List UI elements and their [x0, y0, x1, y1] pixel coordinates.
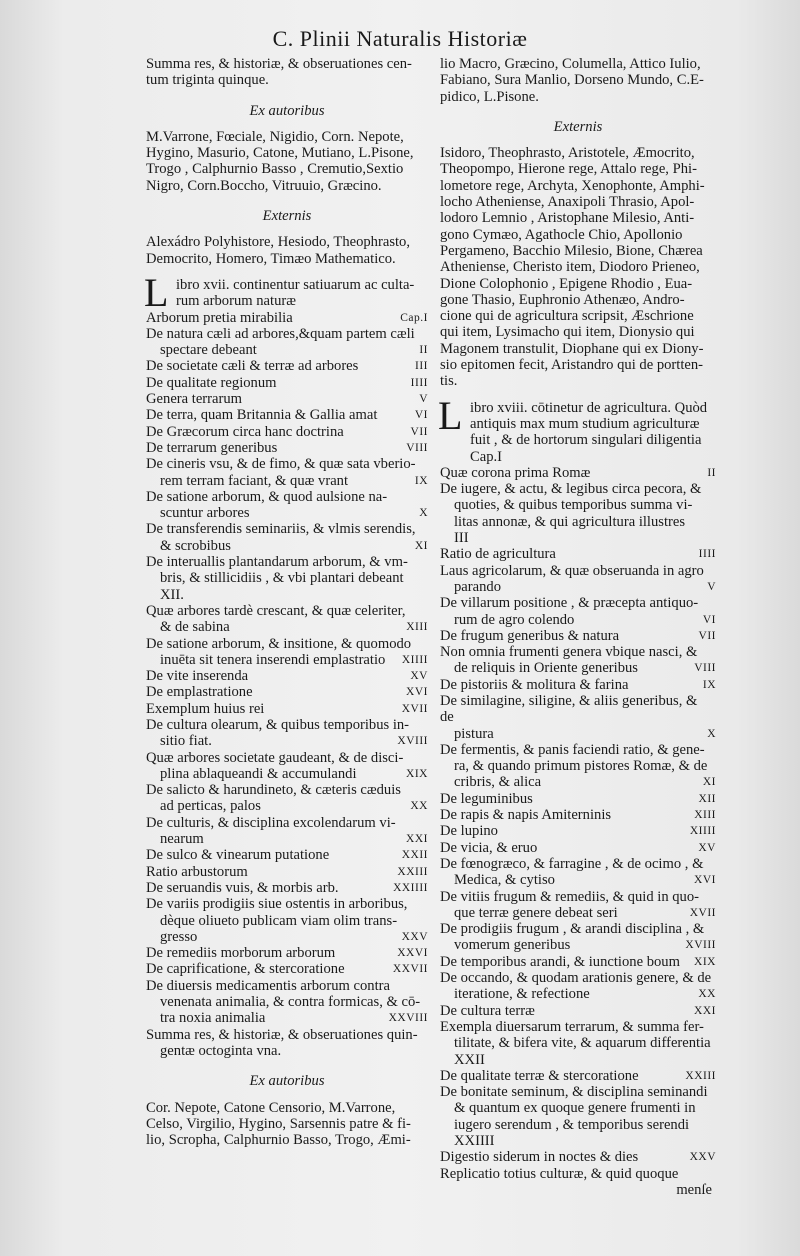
chapter-entry [440, 791, 716, 807]
chapter-title: litas annonæ, & qui agricultura illustres [454, 513, 686, 530]
chapter-entry [440, 937, 716, 953]
section-heading-externis: Externis [262, 208, 312, 225]
chapter-entry [146, 766, 428, 782]
chapter-entry [146, 391, 428, 407]
text-line: tis. [440, 373, 458, 390]
chapter-title: De bonitate seminum, & disciplina seminandi [440, 1084, 708, 1101]
chapter-number: XVI [406, 686, 428, 699]
chapter-title: De terrarum generibus [146, 439, 278, 456]
chapter-entry [440, 1084, 716, 1100]
chapter-title: De vicia, & eruo [440, 839, 538, 856]
chapter-entry [440, 1068, 716, 1084]
chapter-title: & scrobibus [160, 537, 231, 554]
text-line: Trogo , Calphurnio Basso , Cremutio,Sextio [146, 161, 404, 178]
chapter-entry [440, 840, 716, 856]
chapter-number: VIII [694, 662, 716, 675]
chapter-entry [146, 636, 428, 652]
chapter-entry [146, 440, 428, 456]
chapter-title: rum de agro colendo [454, 611, 575, 628]
chapter-title: De fermentis, & panis faciendi ratio, & gene- [440, 741, 705, 758]
chapter-title: vomerum generibus [454, 937, 571, 954]
chapter-entry [440, 1035, 716, 1051]
chapter-title: De Græcorum circa hanc doctrina [146, 423, 344, 440]
chapter-entry [146, 929, 428, 945]
chapter-entry [146, 701, 428, 717]
chapter-number: IIII [410, 376, 428, 389]
chapter-number: XIX [406, 767, 428, 780]
chapter-entry [146, 375, 428, 391]
chapter-entry [440, 628, 716, 644]
chapter-entry [440, 1003, 716, 1019]
chapter-entry [440, 807, 716, 823]
chapter-title: III [454, 530, 469, 547]
chapter-entry [146, 880, 428, 896]
chapter-title: Ratio de agricultura [440, 546, 556, 563]
chapter-title: gentæ octoginta vna. [160, 1042, 282, 1059]
chapter-number: III [415, 360, 428, 373]
chapter-entry [146, 782, 428, 798]
chapter-entry [440, 872, 716, 888]
page-header: C. Plinii Naturalis Historiæ [272, 26, 528, 51]
chapter-entry [440, 905, 716, 921]
chapter-number: VII [410, 425, 428, 438]
chapter-title: dèque oliueto publicam viam olim trans- [160, 912, 398, 929]
chapter-title: iteratione, & refectione [454, 986, 590, 1003]
chapter-entry [440, 481, 716, 497]
authors-list-2 [146, 1100, 428, 1149]
chapter-entry [440, 856, 716, 872]
chapter-entry [146, 603, 428, 619]
text-line: lodoro Lemnio , Aristophane Milesio, Anti- [440, 210, 695, 227]
chapter-number: XI [414, 539, 428, 552]
chapter-entry [146, 358, 428, 374]
chapter-entry [440, 465, 716, 481]
chapter-title: De rapis & napis Amiterninis [440, 807, 612, 824]
text-line: gone Thasio, Euphronio Athenæo, Andro- [440, 291, 685, 308]
chapter-list-right [440, 465, 716, 1198]
chapter-entry [440, 546, 716, 562]
chapter-entry [146, 750, 428, 766]
chapter-entry [146, 717, 428, 733]
chapter-entry [146, 684, 428, 700]
chapter-title: De qualitate regionum [146, 374, 277, 391]
chapter-entry [440, 823, 716, 839]
chapter-entry [440, 595, 716, 611]
chapter-title: De culturis, & disciplina excolendarum vi- [146, 814, 396, 831]
text-line: ibro xvii. continentur satiuarum ac culta- [176, 276, 415, 293]
chapter-entry [146, 456, 428, 472]
text-line: tum triginta quinque. [146, 72, 269, 89]
chapter-title: cribris, & alica [454, 774, 542, 791]
text-line: qui item, Lysimacho qui item, Dionysio qui [440, 324, 695, 341]
chapter-number: Cap.I [400, 311, 428, 324]
chapter-entry [146, 1010, 428, 1026]
chapter-number: XVI [694, 874, 716, 887]
chapter-title: De seruandis vuis, & morbis arb. [146, 879, 339, 896]
chapter-title: De cineris vsu, & de fimo, & quæ sata vberio- [146, 456, 416, 473]
chapter-title: De emplastratione [146, 684, 253, 701]
chapter-entry [146, 815, 428, 831]
chapter-title: menſe [676, 1181, 712, 1198]
chapter-title: De temporibus arandi, & iunctione boum [440, 953, 680, 970]
chapter-number: XII [698, 792, 716, 805]
chapter-entry [146, 570, 428, 586]
chapter-number: VIII [406, 441, 428, 454]
chapter-number: XXVIII [388, 1012, 428, 1025]
section-heading-ex-autoribus-2: Ex autoribus [249, 1073, 325, 1090]
chapter-title: De salicto & harundineto, & cæteris cæduis [146, 782, 401, 799]
chapter-number: XXV [401, 930, 428, 943]
chapter-entry [440, 921, 716, 937]
chapter-title: XXIIII [454, 1133, 495, 1149]
chapter-title: De terra, quam Britannia & Gallia amat [146, 407, 378, 424]
chapter-number: XIX [694, 955, 716, 968]
chapter-entry [146, 798, 428, 814]
chapter-title: De transferendis seminariis, & vlmis serendis, [146, 521, 416, 538]
chapter-title: Laus agricolarum, & quæ obseruanda in agro [440, 562, 704, 579]
chapter-entry [146, 978, 428, 994]
chapter-title: Digestio siderum in noctes & dies [440, 1149, 639, 1166]
chapter-title: De vitiis frugum & remediis, & quid in quo- [440, 888, 700, 905]
chapter-title: Quæ arbores tardè crescant, & quæ celeriter, [146, 602, 406, 619]
chapter-number: IX [702, 678, 716, 691]
chapter-title: ra, & quando primum pistores Romæ, & de [454, 758, 708, 775]
chapter-title: De occando, & quodam arationis genere, & de [440, 970, 712, 987]
chapter-title: De villarum positione , & præcepta antiquo- [440, 595, 699, 612]
chapter-entry [440, 758, 716, 774]
chapter-title: pistura [454, 725, 494, 742]
chapter-number: VI [702, 613, 716, 626]
authors-list [146, 129, 428, 194]
chapter-number: X [707, 727, 716, 740]
chapter-title: bris, & stillicidiis , & vbi plantari debeant [160, 570, 404, 587]
chapter-title: De cultura terræ [440, 1002, 535, 1019]
chapter-entry [440, 644, 716, 660]
right-column [440, 56, 716, 1198]
chapter-title: Replicatio totius culturæ, & quid quoque [440, 1165, 679, 1182]
chapter-entry [440, 1100, 716, 1116]
chapter-entry [146, 489, 428, 505]
text-line: Nigro, Corn.Boccho, Vitruuio, Græcino. [146, 177, 382, 194]
chapter-entry [440, 774, 716, 790]
chapter-number: V [707, 580, 716, 593]
chapter-entry [146, 652, 428, 668]
chapter-entry [440, 1052, 716, 1068]
chapter-title: De similagine, siligine, & aliis generibus, & de [440, 692, 698, 726]
chapter-entry [440, 579, 716, 595]
chapter-entry [146, 668, 428, 684]
drop-cap: L [144, 269, 169, 315]
chapter-entry [146, 831, 428, 847]
chapter-title: XII. [160, 586, 184, 603]
section-heading-externis-right: Externis [553, 118, 603, 135]
text-line: rum arborum naturæ [176, 293, 296, 310]
chapter-title: parando [454, 578, 502, 595]
chapter-title: De fœnogræco, & farragine , & de ocimo , & [440, 855, 704, 872]
chapter-entry [146, 619, 428, 635]
chapter-entry [146, 473, 428, 489]
chapter-entry [146, 961, 428, 977]
chapter-entry [146, 1043, 428, 1059]
chapter-entry [440, 1149, 716, 1165]
text-line: pidico, L.Pisone. [440, 88, 539, 105]
chapter-entry [146, 521, 428, 537]
chapter-entry [146, 994, 428, 1010]
chapter-entry [146, 913, 428, 929]
chapter-title: De qualitate terræ & stercoratione [440, 1067, 639, 1084]
chapter-number: IIII [698, 548, 716, 561]
text-line: Summa res, & historiæ, & obseruationes cen- [146, 56, 412, 72]
text-line: sio epitomen fecit, Aristandro qui de portten- [440, 357, 704, 374]
chapter-entry [440, 612, 716, 628]
chapter-number: XXVII [392, 963, 428, 976]
chapter-entry [146, 407, 428, 423]
chapter-title: De sulco & vinearum putatione [146, 847, 330, 864]
text-line: Alexádro Polyhistore, Hesiodo, Theophrasto, [146, 234, 410, 251]
chapter-title: De satione arborum, & insitione, & quomodo [146, 635, 412, 652]
intro-paragraph [146, 56, 428, 89]
text-line: antiquis max mum studium agriculturæ [470, 415, 700, 432]
chapter-title: quoties, & quibus temporibus summa vi- [454, 497, 693, 514]
chapter-title: De caprificatione, & stercoratione [146, 961, 345, 978]
chapter-title: De variis prodigiis siue ostentis in arboribus, [146, 896, 408, 913]
chapter-title: De lupino [440, 823, 498, 840]
chapter-title: tra noxia animalia [160, 1010, 266, 1027]
chapter-number: XV [410, 670, 428, 683]
external-authors-list-right [440, 145, 716, 389]
text-line: Cap.I [470, 448, 503, 465]
chapter-entry [146, 733, 428, 749]
chapter-number: II [707, 466, 716, 479]
chapter-list [146, 310, 428, 1060]
book-xvii-intro [144, 269, 428, 315]
chapter-title: De cultura olearum, & quibus temporibus in- [146, 716, 410, 733]
text-line: lometore rege, Archyta, Xenophonte, Amphi- [440, 177, 705, 194]
left-column [146, 56, 428, 1148]
chapter-number: XVIII [397, 735, 428, 748]
authors-continued [440, 56, 716, 105]
chapter-number: XXIII [397, 865, 428, 878]
external-authors-list [146, 234, 428, 267]
chapter-number: XXVI [397, 947, 428, 960]
chapter-title: nearum [160, 831, 204, 848]
chapter-title: XXII [454, 1051, 485, 1068]
section-heading-ex-autoribus: Ex autoribus [249, 102, 325, 119]
text-line: fuit , & de hortorum singulari diligentia [470, 432, 702, 449]
text-line: Dione Colophonio , Epigene Rhodio , Eua- [440, 275, 693, 292]
chapter-number: XVII [689, 906, 716, 919]
chapter-title: gresso [160, 928, 198, 945]
chapter-title: De iugere, & actu, & legibus circa pecora, & [440, 481, 702, 498]
chapter-number: XIIII [689, 825, 716, 838]
chapter-title: De pistoriis & molitura & farina [440, 676, 629, 693]
chapter-title: De frugum generibus & natura [440, 627, 620, 644]
chapter-entry [146, 505, 428, 521]
chapter-entry [146, 554, 428, 570]
chapter-title: Summa res, & historiæ, & obseruationes quin- [146, 1026, 418, 1043]
chapter-entry [440, 726, 716, 742]
chapter-title: que terræ genere debeat seri [454, 904, 618, 921]
text-line: Pergameno, Bacchio Milesio, Bione, Chærea [440, 242, 703, 259]
chapter-number: VI [414, 409, 428, 422]
text-line: Democrito, Homero, Timæo Mathematico. [146, 250, 396, 267]
chapter-title: De diuersis medicamentis arborum contra [146, 977, 390, 994]
text-line: Hygino, Masurio, Catone, Mutiano, L.Pisone, [146, 145, 414, 162]
chapter-entry [440, 986, 716, 1002]
chapter-number: II [419, 344, 428, 357]
chapter-number: XI [702, 776, 716, 789]
text-line: M.Varrone, Fœciale, Nigidio, Corn. Nepote, [146, 128, 404, 145]
chapter-number: XXIIII [393, 881, 428, 894]
chapter-title: De prodigiis frugum , & arandi disciplina , & [440, 921, 705, 938]
chapter-title: iugero serendum , & temporibus serendi [454, 1116, 690, 1133]
chapter-number: XV [698, 841, 716, 854]
drop-cap: L [438, 392, 463, 438]
text-line: cione qui de agricultura scripsit, Æschrione [440, 308, 694, 325]
chapter-entry [146, 342, 428, 358]
text-line: lio, Scropha, Calphurnio Basso, Trogo, Æmi- [146, 1132, 411, 1149]
chapter-title: De vite inserenda [146, 668, 249, 685]
chapter-title: Genera terrarum [146, 391, 243, 408]
chapter-entry [440, 889, 716, 905]
chapter-entry [440, 514, 716, 530]
chapter-entry [146, 326, 428, 342]
book-xviii-intro [438, 392, 716, 465]
chapter-title: spectare debeant [160, 342, 257, 359]
text-line: locho Atheniense, Anaxipoli Thrasio, Apol- [440, 194, 695, 211]
text-line: Fabiano, Sura Manlio, Dorseno Mundo, C.E- [440, 72, 704, 89]
chapter-entry [146, 538, 428, 554]
chapter-title: De remediis morborum arborum [146, 945, 336, 962]
chapter-entry [440, 1117, 716, 1133]
chapter-title: Quæ arbores societate gaudeant, & de disci- [146, 749, 404, 766]
chapter-entry [146, 864, 428, 880]
chapter-entry [146, 310, 428, 326]
chapter-title: tilitate, & bifera vite, & aquarum differentia [454, 1035, 711, 1052]
chapter-number: VII [698, 629, 716, 642]
chapter-title: rem terram faciant, & quæ vrant [160, 472, 349, 489]
text-line: gono Cymæo, Agathocle Chio, Apollonio [440, 226, 683, 243]
text-line: Celso, Virgilio, Hygino, Sarsennis patre & fi- [146, 1115, 411, 1132]
chapter-entry [146, 424, 428, 440]
chapter-entry [440, 1166, 716, 1182]
chapter-entry [440, 660, 716, 676]
text-line: Magonem transtulit, Diophane qui ex Diony- [440, 340, 704, 357]
chapter-number: XIIII [401, 653, 428, 666]
chapter-number: IX [414, 474, 428, 487]
chapter-number: XIII [694, 809, 716, 822]
chapter-title: Arborum pretia mirabilia [146, 309, 293, 326]
text-line: Theopompo, Hierone rege, Attalo rege, Phi- [440, 161, 697, 178]
chapter-entry [146, 587, 428, 603]
chapter-number: XXI [694, 1004, 716, 1017]
chapter-entry [440, 677, 716, 693]
text-line: Cor. Nepote, Catone Censorio, M.Varrone, [146, 1099, 396, 1116]
chapter-title: sitio fiat. [160, 733, 212, 750]
chapter-title: Quæ corona prima Romæ [440, 464, 591, 481]
text-line: ibro xviii. cōtinetur de agricultura. Quòd [470, 399, 708, 416]
chapter-title: scuntur arbores [160, 505, 250, 522]
chapter-number: XXII [401, 849, 428, 862]
chapter-entry [440, 530, 716, 546]
chapter-entry [440, 742, 716, 758]
chapter-title: De satione arborum, & quod aulsione na- [146, 488, 388, 505]
chapter-entry [146, 896, 428, 912]
chapter-entry [440, 1182, 716, 1198]
text-line: lio Macro, Græcino, Columella, Attico Iulio, [440, 56, 701, 72]
chapter-entry [146, 945, 428, 961]
chapter-title: venenata animalia, & contra formicas, & cō- [160, 994, 421, 1011]
chapter-number: XXI [406, 833, 428, 846]
chapter-title: Exempla diuersarum terrarum, & summa fer- [440, 1018, 704, 1035]
chapter-title: ad perticas, palos [160, 798, 261, 815]
chapter-title: De leguminibus [440, 790, 533, 807]
chapter-title: Medica, & cytiso [454, 872, 555, 889]
chapter-number: XIII [406, 621, 428, 634]
chapter-entry [146, 847, 428, 863]
chapter-entry [440, 693, 716, 726]
chapter-entry [440, 1019, 716, 1035]
chapter-number: XX [410, 800, 428, 813]
chapter-title: De interuallis plantandarum arborum, & vm- [146, 554, 408, 571]
chapter-title: & quantum ex quoque genere frumenti in [454, 1100, 696, 1117]
chapter-number: XXV [689, 1151, 716, 1164]
chapter-title: De natura cæli ad arbores,&quam partem cæli [146, 325, 415, 342]
chapter-number: V [419, 393, 428, 406]
chapter-number: XVIII [685, 939, 716, 952]
chapter-title: plina ablaqueandi & accumulandi [160, 765, 357, 782]
chapter-number: X [419, 507, 428, 520]
chapter-title: Non omnia frumenti genera vbique nasci, & [440, 644, 698, 661]
chapter-title: & de sabina [160, 619, 230, 636]
chapter-number: XVII [401, 702, 428, 715]
chapter-entry [440, 954, 716, 970]
chapter-title: de reliquis in Oriente generibus [454, 660, 638, 677]
text-line: Atheniense, Cheristo item, Diodoro Prieneo, [440, 259, 700, 276]
chapter-number: XX [698, 988, 716, 1001]
chapter-number: XXIII [685, 1069, 716, 1082]
chapter-title: De societate cæli & terræ ad arbores [146, 358, 359, 375]
chapter-title: inuēta sit tenera inserendi emplastratio [160, 651, 386, 668]
chapter-entry [440, 1133, 716, 1149]
chapter-entry [440, 497, 716, 513]
chapter-entry [146, 1027, 428, 1043]
text-line: Isidoro, Theophrasto, Aristotele, Æmocrito, [440, 145, 695, 162]
chapter-title: Ratio arbustorum [146, 863, 248, 880]
chapter-entry [440, 563, 716, 579]
chapter-title: Exemplum huius rei [146, 700, 265, 717]
chapter-entry [440, 970, 716, 986]
